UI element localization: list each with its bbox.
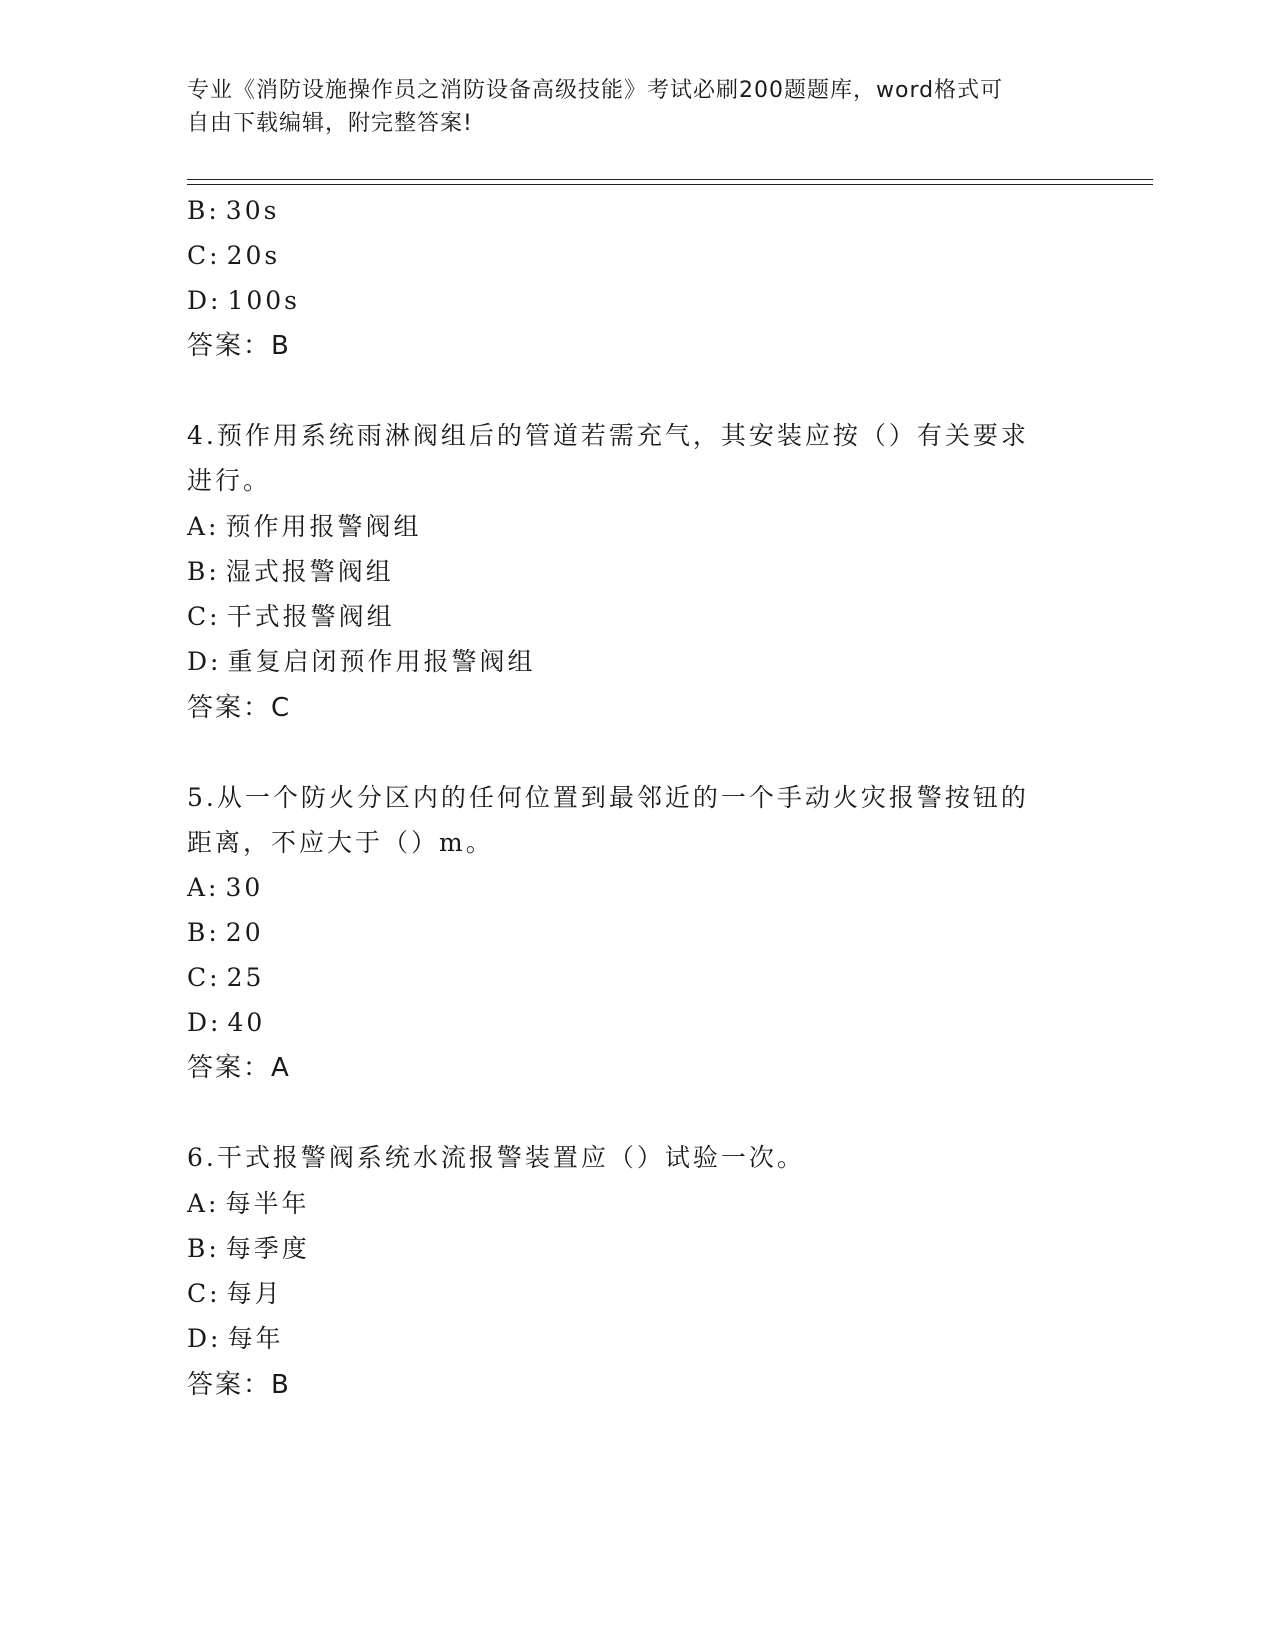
question-5-option-b: B: 20 (187, 918, 264, 947)
header-divider-top (187, 179, 1153, 180)
question-4-stem-line-2: 进行。 (187, 466, 272, 495)
option-b: B: 30s (187, 196, 280, 225)
question-6-stem: 6.干式报警阀系统水流报警装置应（）试验一次。 (187, 1143, 805, 1172)
question-5-stem-line-1: 5.从一个防火分区内的任何位置到最邻近的一个手动火灾报警按钮的 (187, 783, 1029, 812)
question-4-stem-line-1: 4.预作用系统雨淋阀组后的管道若需充气，其安装应按（）有关要求 (187, 421, 1029, 450)
question-5-answer: 答案：A (187, 1053, 291, 1083)
question-5-option-a: A: 30 (187, 873, 264, 902)
question-4-option-c: C: 干式报警阀组 (187, 602, 395, 631)
header-divider-bottom (187, 184, 1153, 185)
question-5-option-d: D: 40 (187, 1008, 266, 1037)
question-4-option-d: D: 重复启闭预作用报警阀组 (187, 647, 536, 676)
question-6-option-d: D: 每年 (187, 1324, 284, 1353)
document-header (187, 74, 1067, 140)
question-6-option-b: B: 每季度 (187, 1234, 310, 1263)
question-5-option-c: C: 25 (187, 963, 265, 992)
header-line-2: 自由下载编辑，附完整答案! (187, 111, 473, 136)
question-4-option-b: B: 湿式报警阀组 (187, 557, 394, 586)
question-4-option-a: A: 预作用报警阀组 (187, 512, 422, 541)
answer-line: 答案：B (187, 331, 291, 361)
question-6-option-a: A: 每半年 (187, 1189, 310, 1218)
question-6-option-c: C: 每月 (187, 1279, 283, 1308)
option-c: C: 20s (187, 241, 281, 270)
question-4-answer: 答案：C (187, 693, 292, 723)
question-5-stem-line-2: 距离，不应大于（）m。 (187, 828, 494, 857)
option-d: D: 100s (187, 286, 301, 315)
header-line-1: 专业《消防设施操作员之消防设备高级技能》考试必刷200题题库，word格式可 (187, 78, 1004, 103)
question-6-answer: 答案：B (187, 1370, 291, 1400)
